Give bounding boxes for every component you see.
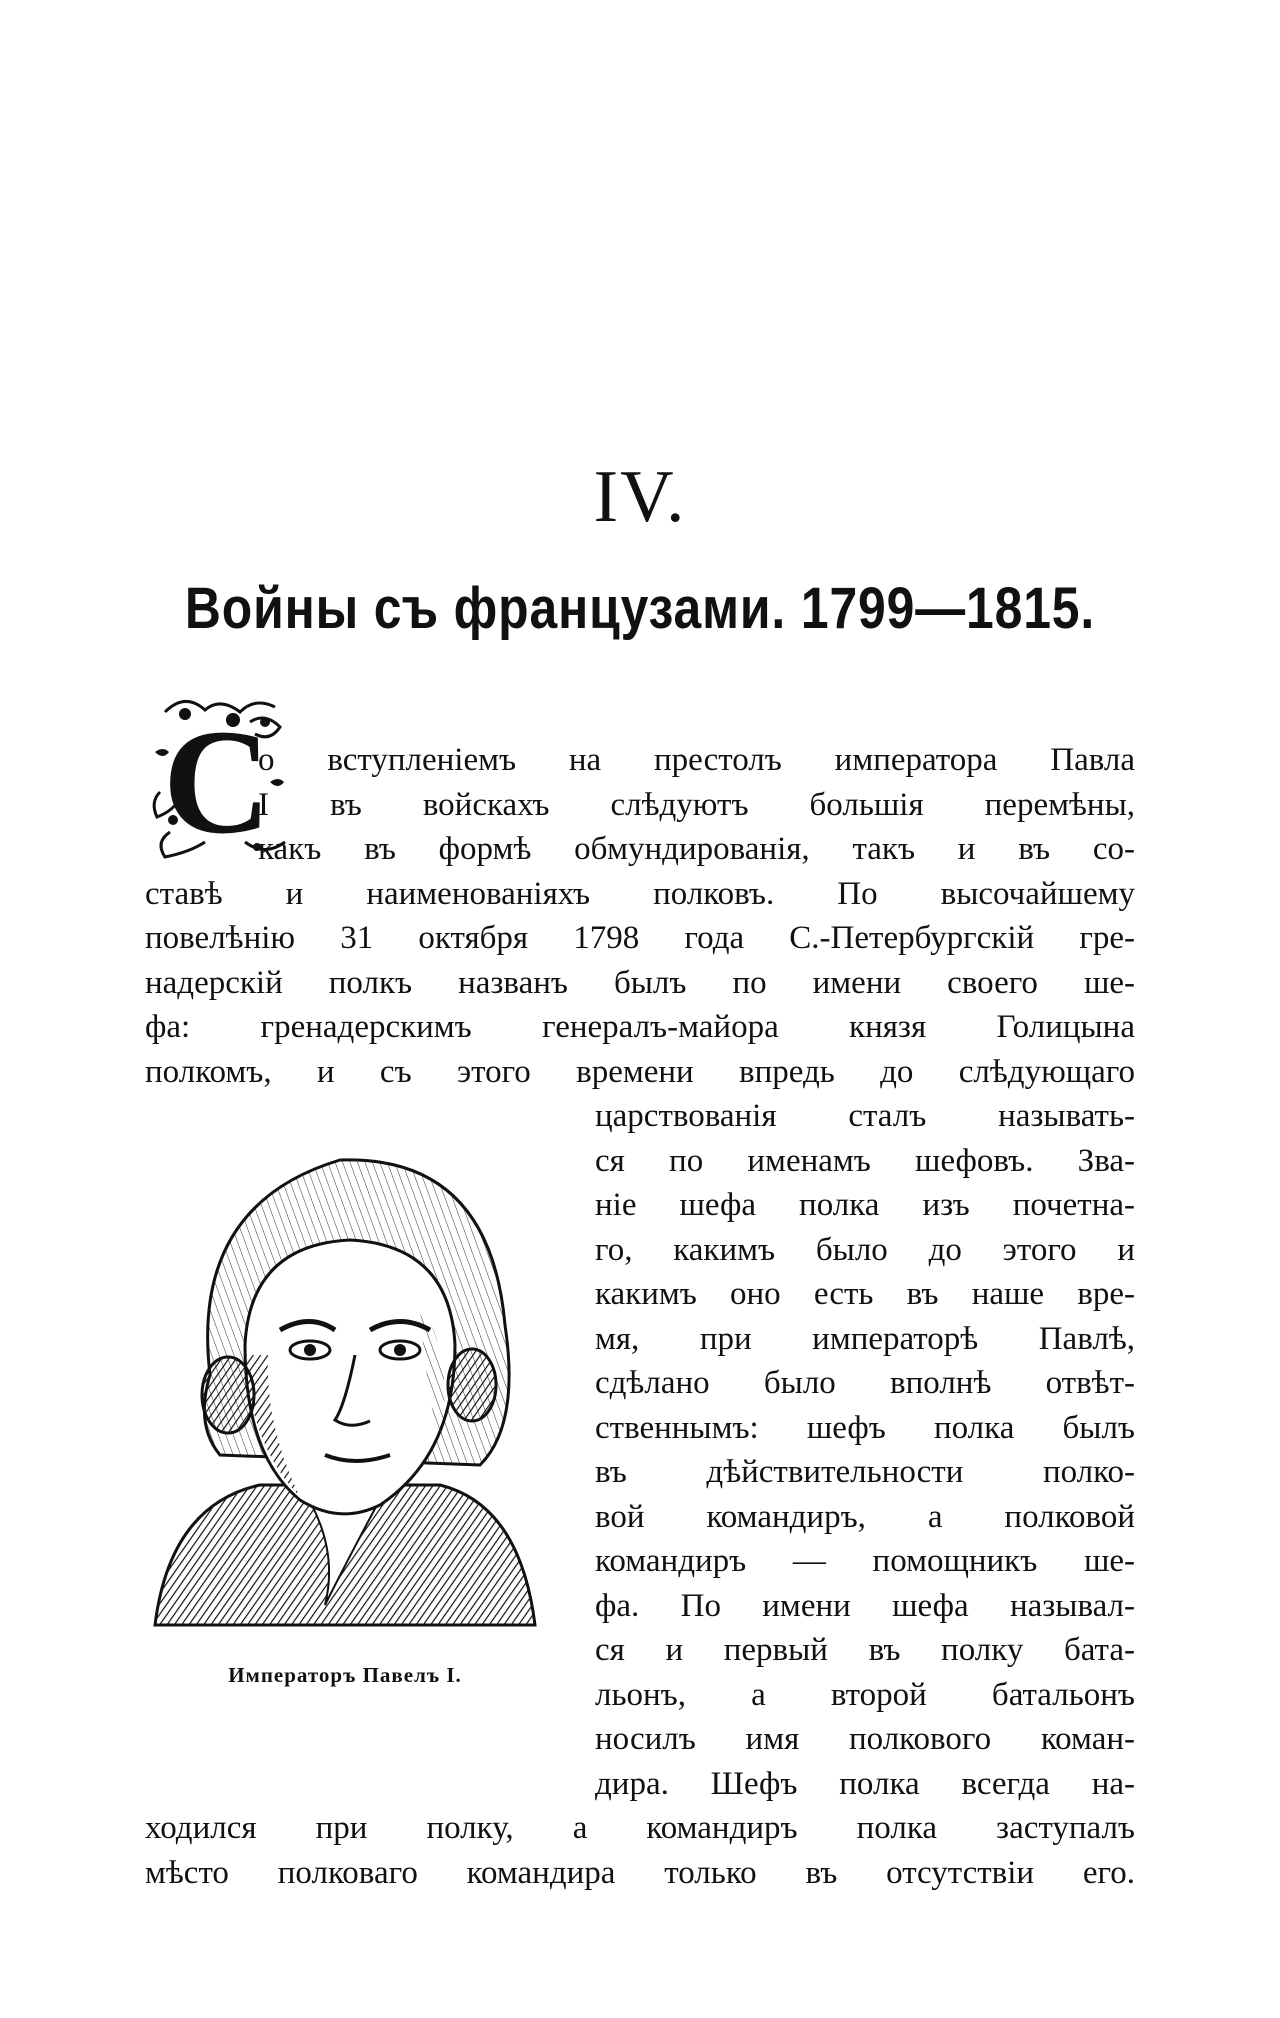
text-line: фа. По имени шефа называл-	[595, 1588, 1135, 1624]
text-line: ся по именамъ шефовъ. Зва-	[595, 1143, 1135, 1179]
text-line: ніе шефа полка изъ почетна-	[595, 1187, 1135, 1223]
text-line: командиръ — помощникъ ше-	[595, 1543, 1135, 1579]
text-line: I въ войскахъ слѣдуютъ большія перемѣны,	[258, 787, 1135, 823]
text-line: о вступленіемъ на престолъ императора Павла	[258, 742, 1135, 778]
text-line: носилъ имя полкового коман-	[595, 1721, 1135, 1757]
chapter-number: IV.	[593, 456, 687, 538]
text-line: мѣсто полковаго командира только въ отсутствіи его.	[145, 1855, 1135, 1891]
text-line: повелѣнію 31 октября 1798 года С.-Петербургскій гре-	[145, 920, 1135, 956]
text-line: какимъ оно есть въ наше вре-	[595, 1276, 1135, 1312]
text-line: го, какимъ было до этого и	[595, 1232, 1135, 1268]
text-line: ходился при полку, а командиръ полка заступалъ	[145, 1810, 1135, 1846]
text-line: дира. Шефъ полка всегда на-	[595, 1766, 1135, 1802]
text-line: ственнымъ: шефъ полка былъ	[595, 1410, 1135, 1446]
text-line: надерскій полкъ названъ былъ по имени своего ше-	[145, 965, 1135, 1001]
portrait-engraving-icon	[150, 1125, 540, 1635]
text-line: сдѣлано было вполнѣ отвѣт-	[595, 1365, 1135, 1401]
text-line: какъ въ формѣ обмундированія, такъ и въ со-	[258, 831, 1135, 867]
text-line: льонъ, а второй батальонъ	[595, 1677, 1135, 1713]
text-line: вой командиръ, а полковой	[595, 1499, 1135, 1535]
text-line: ставѣ и наименованіяхъ полковъ. По высочайшему	[145, 876, 1135, 912]
text-line: полкомъ, и съ этого времени впредь до слѣдующаго	[145, 1054, 1135, 1090]
figure-caption: Императоръ Павелъ I.	[228, 1663, 462, 1687]
chapter-title: Войны съ французами. 1799—1815.	[184, 576, 1096, 641]
text-line: мя, при императорѣ Павлѣ,	[595, 1321, 1135, 1357]
text-line: царствованія сталъ называть-	[595, 1098, 1135, 1134]
text-line: фа: гренадерскимъ генералъ-майора князя Голицына	[145, 1009, 1135, 1045]
drop-cap-letter: С	[162, 699, 272, 862]
text-line: въ дѣйствительности полко-	[595, 1454, 1135, 1490]
text-line: ся и первый въ полку бата-	[595, 1632, 1135, 1668]
portrait-illustration	[150, 1125, 540, 1635]
